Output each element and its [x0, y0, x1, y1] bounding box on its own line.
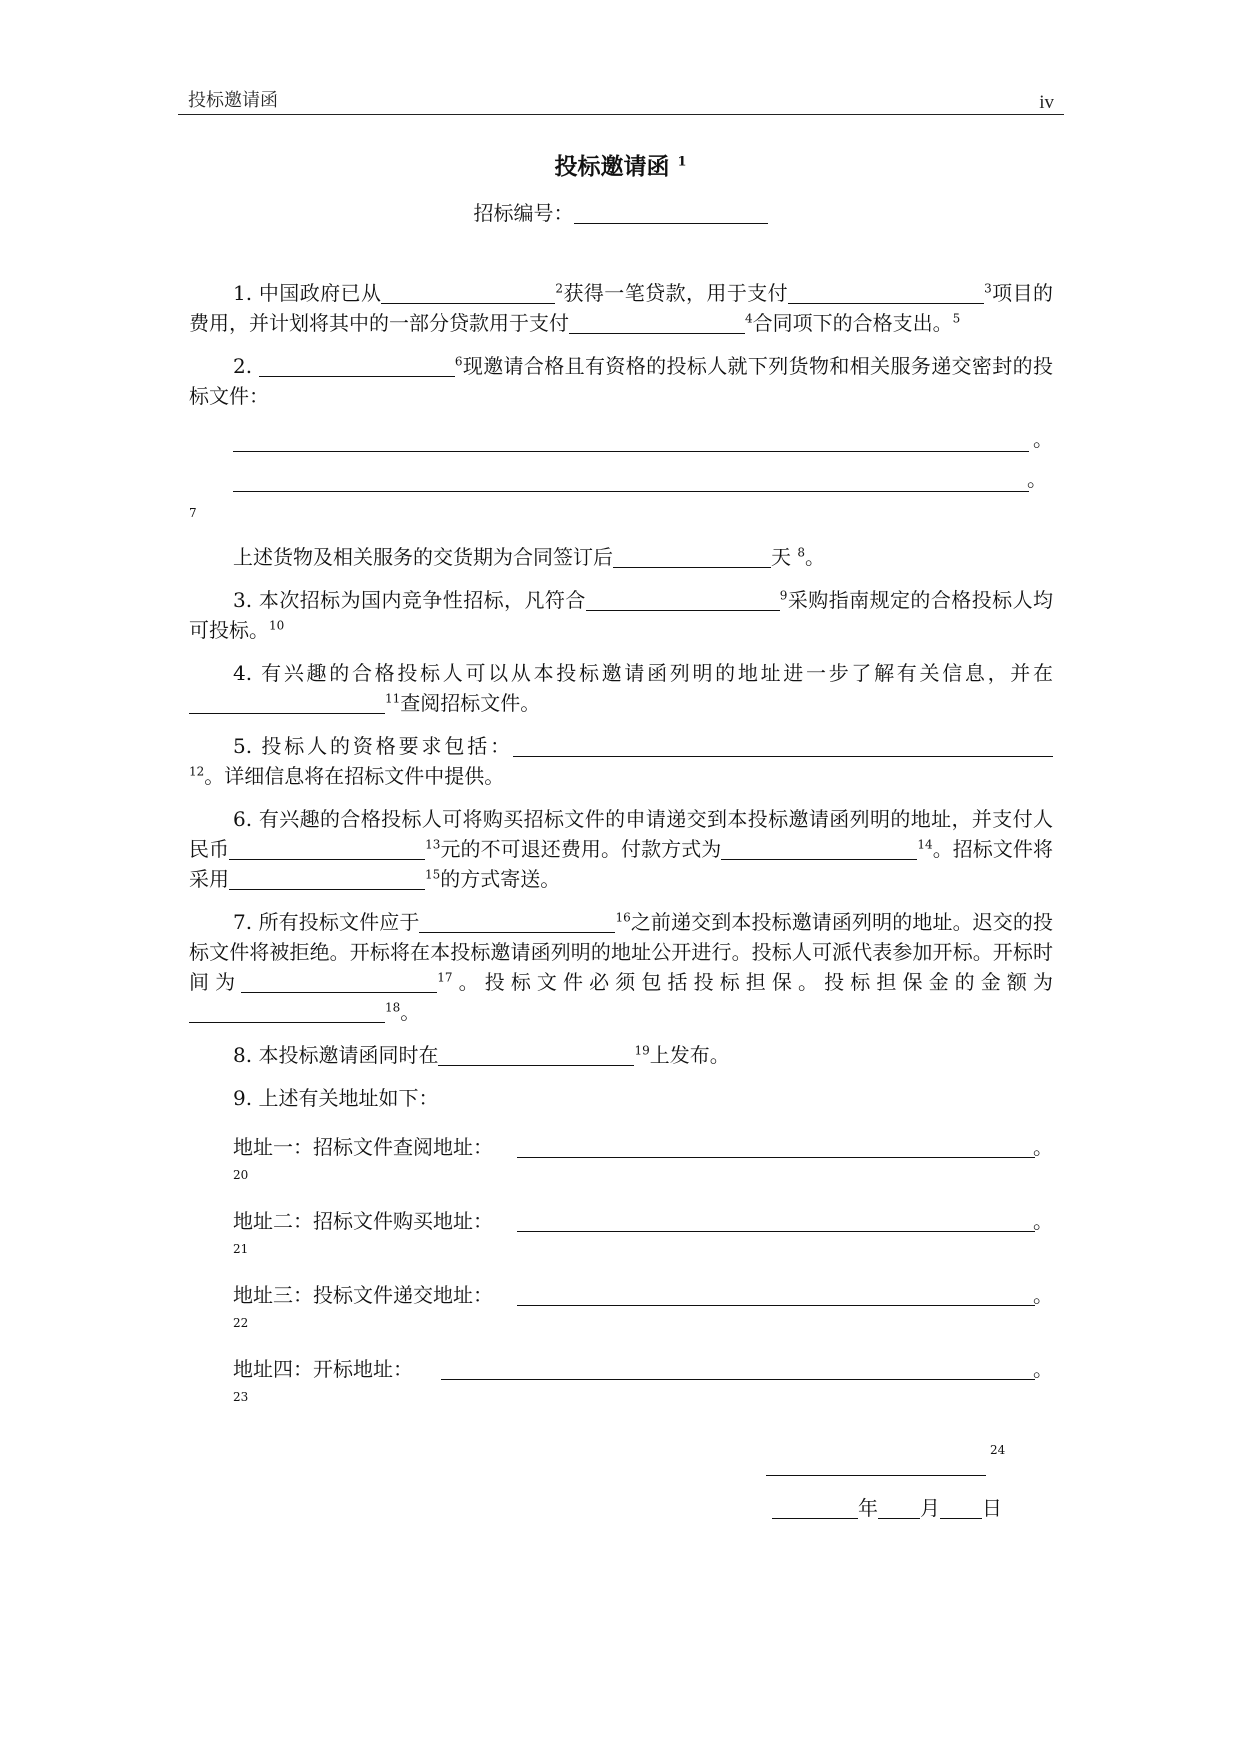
address-4: 地址四：开标地址： 。: [233, 1357, 1053, 1381]
paragraph-2-delivery: 上述货物及相关服务的交货期为合同签订后 天 $^8$。: [233, 545, 825, 569]
blank-field[interactable]: [569, 311, 745, 334]
footnote-20: 20: [233, 1168, 249, 1182]
page-number: iv: [1039, 92, 1054, 113]
paragraph-5: 5. 投标人的资格要求包括：$^{12}$。详细信息将在招标文件中提供。: [189, 731, 1053, 791]
footnote-22: 22: [233, 1316, 249, 1330]
goods-line-2[interactable]: 。: [233, 462, 1053, 502]
blank-field[interactable]: [381, 281, 555, 304]
signature-blank[interactable]: [766, 1475, 986, 1476]
blank-field[interactable]: [259, 354, 455, 377]
paragraph-1: 1. 中国政府已从 $^2$获得一笔贷款，用于支付 $^3$项目的费用，并计划将其中的一部分贷款用于支付 $^4$合同项下的合格支出。$^5$: [189, 281, 1054, 335]
paragraph-2: 2. $^6$现邀请合格且有资格的投标人就下列货物和相关服务递交密封的投标文件：: [189, 354, 1054, 408]
paragraph-9: 9. 上述有关地址如下：: [233, 1086, 439, 1110]
signature-block: 24: [766, 1454, 986, 1484]
blank-field[interactable]: [229, 837, 425, 860]
paragraph-7: 7. 所有投标文件应于 $^{16}$之前递交到本投标邀请函列明的地址。迟交的投标文件将被拒绝。开标将在本投标邀请函列明的地址公开进行。投标人可派代表参加开标。开标时间为 $^{17}$。投标文件必须包括投标担保。投标担保金的金额为$^{18}$。: [189, 910, 1054, 1024]
document-body: [189, 278, 1053, 1422]
footnote-23: 23: [233, 1390, 249, 1404]
month-blank[interactable]: [878, 1496, 920, 1519]
tender-number-line: [0, 197, 1241, 226]
address-3-blank[interactable]: [517, 1305, 1035, 1306]
address-2-blank[interactable]: [517, 1231, 1035, 1232]
document-title: [0, 148, 1241, 181]
address-1-blank[interactable]: [517, 1157, 1035, 1158]
blank-field[interactable]: [613, 545, 771, 568]
footnote-21: 21: [233, 1242, 249, 1256]
address-4-blank[interactable]: [441, 1379, 1035, 1380]
blank-field[interactable]: [189, 691, 385, 714]
address-1: 地址一：招标文件查阅地址： 。: [233, 1135, 1053, 1159]
blank-field[interactable]: [721, 837, 917, 860]
blank-field[interactable]: [419, 910, 615, 933]
paragraph-6: 6. 有兴趣的合格投标人可将购买招标文件的申请递交到本投标邀请函列明的地址，并支付人民币 $^{13}$元的不可退还费用。付款方式为 $^{14}$。招标文件将采用 $^{15}$的方式寄送。: [189, 807, 1054, 891]
blank-field[interactable]: [513, 734, 1053, 757]
goods-line-1[interactable]: 。: [233, 422, 1053, 462]
blank-field[interactable]: [788, 281, 984, 304]
blank-field[interactable]: [229, 867, 425, 890]
address-3: 地址三：投标文件递交地址： 。: [233, 1283, 1053, 1307]
date-line: 年 月 日: [772, 1492, 1002, 1521]
tender-number-label: 招标编号：: [473, 201, 574, 225]
footnote-7: 7: [189, 506, 197, 520]
paragraph-3: 3. 本次招标为国内竞争性招标，凡符合 $^9$采购指南规定的合格投标人均可投标。$^{10}$: [189, 588, 1054, 642]
page-header: [178, 88, 1064, 115]
address-2: 地址二：招标文件购买地址： 。: [233, 1209, 1053, 1233]
day-blank[interactable]: [940, 1496, 982, 1519]
header-title: 投标邀请函: [188, 90, 278, 111]
blank-field[interactable]: [586, 588, 780, 611]
year-blank[interactable]: [772, 1496, 858, 1519]
paragraph-4: 4. 有兴趣的合格投标人可以从本投标邀请函列明的地址进一步了解有关信息，并在$^{11}$查阅招标文件。: [189, 658, 1053, 718]
title-text: 投标邀请函: [554, 153, 670, 180]
blank-field[interactable]: [241, 970, 437, 993]
footnote-ref: 1: [677, 154, 687, 170]
paragraph-8: 8. 本投标邀请函同时在 $^{19}$上发布。: [233, 1043, 730, 1067]
blank-field[interactable]: [189, 1000, 385, 1023]
blank-field[interactable]: [438, 1043, 634, 1066]
tender-number-blank[interactable]: [574, 201, 768, 224]
